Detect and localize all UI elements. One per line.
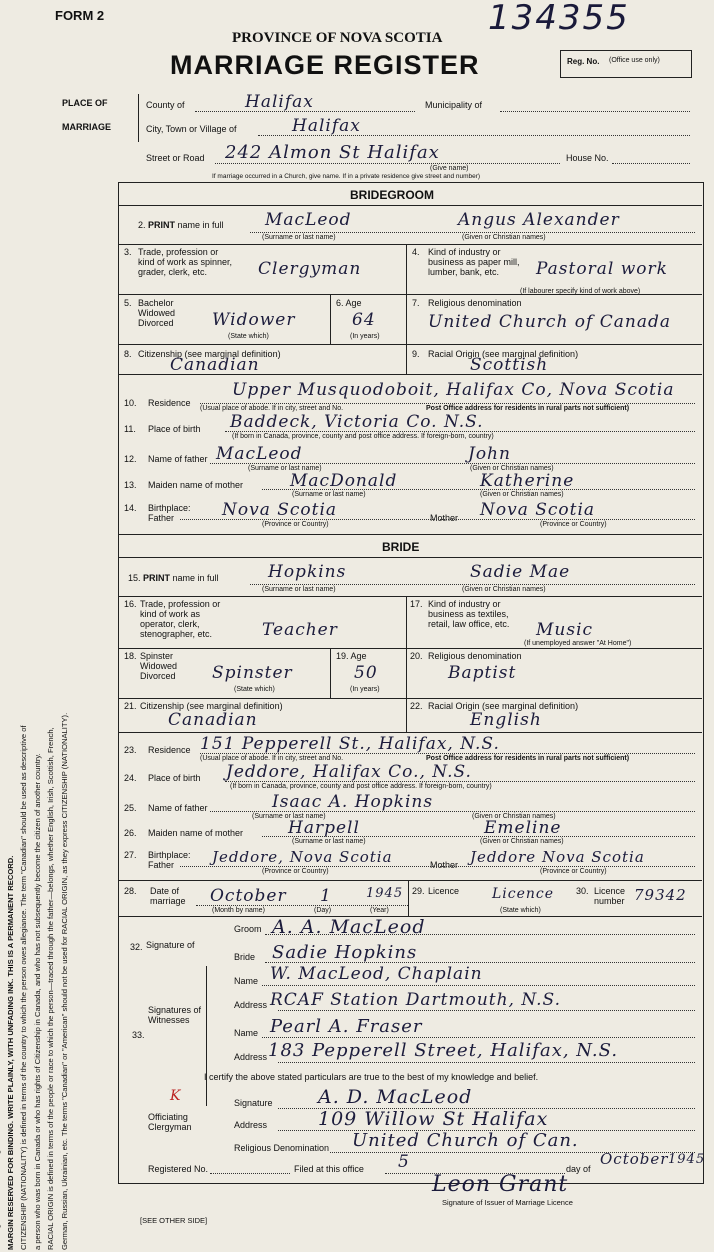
groom-age: 64 <box>352 310 376 330</box>
clergy-address: 109 Willow St Halifax <box>318 1108 549 1130</box>
bride-status-label: Spinster Widowed Divorced <box>140 651 178 681</box>
groom-status-label: Bachelor Widowed Divorced <box>138 298 176 328</box>
groom-industry-label: Kind of industry or business as paper mill, lumber, bank, etc. <box>428 247 520 277</box>
groom-father-label: Name of father <box>148 454 208 464</box>
bride-citizenship: Canadian <box>168 710 258 730</box>
groom-birth-label: Place of birth <box>148 424 201 434</box>
filed-year: 1945 <box>668 1152 706 1167</box>
bride-surname: Hopkins <box>268 562 347 582</box>
groom-racial: Scottish <box>470 355 549 375</box>
bride-signature: Sadie Hopkins <box>272 942 418 963</box>
side-line-6: German, Russian, Ukrainian, etc. The terms "Canadian" or "American" should not be used for RACIAL ORIGIN, as they express CITIZENSHIP (NATIONALITY). <box>59 712 69 1250</box>
groom-father-surname: MacLeod <box>216 444 303 464</box>
give-name-caption: (Give name) <box>430 165 469 172</box>
reg-no-box <box>560 50 692 78</box>
bride-religion-label: Religious denomination <box>428 651 522 661</box>
groom-mother-given: Katherine <box>480 471 575 491</box>
county-value: Halifax <box>245 92 314 112</box>
groom-mother-surname: MacDonald <box>290 471 398 491</box>
house-label: House No. <box>566 153 609 163</box>
groom-print-label: 2. PRINT name in full <box>138 220 224 230</box>
bride-trade: Teacher <box>262 620 338 640</box>
reg-no-label: Reg. No. <box>567 57 600 66</box>
groom-father-given: John <box>468 444 511 464</box>
certify-statement: I certify the above stated particulars are true to the best of my knowledge and belief. <box>204 1072 539 1082</box>
groom-signature: A. A. MacLeod <box>272 916 426 938</box>
bride-racial: English <box>470 710 542 730</box>
filed-day: 5 <box>398 1152 410 1172</box>
witnesses-label: Signatures of Witnesses <box>148 1005 202 1025</box>
street-value: 242 Almon St Halifax <box>225 142 440 163</box>
filed-month: October <box>600 1150 669 1168</box>
groom-bp-father: Nova Scotia <box>222 500 338 520</box>
sig-of-label: Signature of <box>146 940 195 950</box>
bride-industry: Music <box>536 620 594 640</box>
bride-bp-label: Birthplace: <box>148 850 191 860</box>
groom-given: Angus Alexander <box>458 210 620 230</box>
clergy-label: Officiating Clergyman <box>148 1112 192 1132</box>
bride-religion: Baptist <box>448 663 517 683</box>
bride-status: Spinster <box>212 663 293 683</box>
bride-mother-given: Emeline <box>484 818 562 838</box>
bride-birth: Jeddore, Halifax Co., N.S. <box>226 762 472 782</box>
clergy-signature: A. D. MacLeod <box>318 1086 473 1108</box>
groom-status: Widower <box>212 310 296 330</box>
date-label: Date of marriage <box>150 886 186 906</box>
groom-residence-label: Residence <box>148 398 191 408</box>
bride-print-label: 15. PRINT name in full <box>128 573 219 583</box>
side-margin-text <box>0 90 90 1250</box>
clergy-religion: United Church of Can. <box>352 1130 579 1151</box>
witness1-address: RCAF Station Dartmouth, N.S. <box>270 990 562 1010</box>
filed-label: Filed at this office <box>294 1164 364 1174</box>
groom-citizen-label: Citizenship (see marginal definition) <box>138 349 281 359</box>
side-line-2: MARGIN RESERVED FOR BINDING. WRITE PLAINLY, WITH UNFADING INK. THIS IS A PERMANENT RECORD. <box>5 855 15 1250</box>
groom-racial-label: Racial Origin (see marginal definition) <box>428 349 579 359</box>
place-of-label: PLACE OF <box>62 98 108 108</box>
licence-type: Licence <box>492 886 555 902</box>
bride-heading: BRIDE <box>382 540 420 554</box>
reg-no-note: (Office use only) <box>609 57 660 64</box>
county-label: County of <box>146 100 185 110</box>
page-title: MARRIAGE REGISTER <box>170 50 480 80</box>
licence-label: Licence <box>428 886 460 896</box>
form-label: FORM 2 <box>55 8 105 23</box>
groom-surname: MacLeod <box>265 210 352 230</box>
groom-industry: Pastoral work <box>536 259 668 279</box>
groom-given-caption: (Given or Christian names) <box>462 234 546 241</box>
groom-citizenship: Canadian <box>170 355 260 375</box>
side-line-4: a person who was born in Canada or who has rights of Citizenship in Canada, and who has not subsequently become the citizen of another country. <box>32 753 42 1250</box>
city-label: City, Town or Village of <box>146 124 237 134</box>
witness2-address: 183 Pepperell Street, Halifax, N.S. <box>268 1040 619 1061</box>
city-value: Halifax <box>292 116 361 136</box>
bride-mother-label: Maiden name of mother <box>148 828 244 838</box>
groom-religion: United Church of Canada <box>428 312 671 332</box>
bride-father: Isaac A. Hopkins <box>272 792 434 812</box>
issuer-caption: Signature of Issuer of Marriage Licence <box>442 1198 573 1207</box>
bride-trade-label: Trade, profession or kind of work as operator, clerk, stenographer, etc. <box>140 599 221 639</box>
province-heading: PROVINCE OF NOVA SCOTIA <box>232 30 443 46</box>
groom-birth: Baddeck, Victoria Co. N.S. <box>230 412 484 432</box>
church-note: If marriage occurred in a Church, give name. If in a private residence give street and number) <box>212 173 481 180</box>
bride-mother-surname: Harpell <box>288 818 360 838</box>
bride-residence: 151 Pepperell St., Halifax, N.S. <box>200 734 500 754</box>
groom-heading: BRIDEGROOM <box>350 188 434 202</box>
stamp-number: 134355 <box>488 0 630 38</box>
municipality-label: Municipality of <box>425 100 483 110</box>
side-line-5: RACIAL ORIGIN is defined in terms of the people or race to which the person—traced through the father—belongs, whether English, Irish, Scottish, French, <box>46 727 55 1250</box>
bride-citizen-label: Citizenship (see marginal definition) <box>140 701 283 711</box>
groom-mother-label: Maiden name of mother <box>148 480 244 490</box>
bride-industry-label: Kind of industry or business as textiles, retail, law office, etc. <box>428 599 510 629</box>
groom-age-label: 6. Age <box>336 298 362 308</box>
groom-trade: Clergyman <box>258 259 362 279</box>
licence-number: 79342 <box>634 886 687 904</box>
bride-bp-father: Jeddore, Nova Scotia <box>212 848 393 866</box>
witness2-name: Pearl A. Fraser <box>270 1016 423 1037</box>
bride-father-label: Name of father <box>148 803 208 813</box>
bride-bp-mother: Jeddore Nova Scotia <box>470 848 645 866</box>
bride-birth-label: Place of birth <box>148 773 201 783</box>
bride-age: 50 <box>354 663 378 683</box>
bride-racial-label: Racial Origin (see marginal definition) <box>428 701 579 711</box>
marriage-month: October <box>210 886 287 906</box>
red-mark: K <box>170 1088 181 1104</box>
marriage-label: MARRIAGE <box>62 122 111 132</box>
see-other-side: [SEE OTHER SIDE] <box>140 1216 208 1225</box>
groom-trade-label: Trade, profession or kind of work as spinner, grader, clerk, etc. <box>138 247 233 277</box>
issuer-signature: Leon Grant <box>432 1172 569 1197</box>
brace <box>138 94 139 142</box>
labourer-note: (If labourer specify kind of work above) <box>520 288 641 295</box>
witness1-name: W. MacLeod, Chaplain <box>270 964 483 984</box>
bride-given: Sadie Mae <box>470 562 571 582</box>
groom-bp-mother: Nova Scotia <box>480 500 596 520</box>
registered-label: Registered No. <box>148 1164 209 1174</box>
bride-residence-label: Residence <box>148 745 191 755</box>
marriage-day: 1 <box>320 886 332 906</box>
marriage-year: 1945 <box>366 886 404 901</box>
street-label: Street or Road <box>146 153 205 163</box>
groom-residence: Upper Musquodoboit, Halifax Co, Nova Scotia <box>232 380 675 400</box>
side-line-3: CITIZENSHIP (NATIONALITY) is defined in terms of the country to which the person owes allegiance. The term "Canadian" should be used as descriptive of <box>19 725 28 1250</box>
bride-age-label: 19. Age <box>336 651 367 661</box>
groom-religion-label: Religious denomination <box>428 298 522 308</box>
licence-number-label: Licence number <box>594 886 626 906</box>
groom-surname-caption: (Surname or last name) <box>262 234 336 241</box>
groom-bp-label: Birthplace: <box>148 503 191 513</box>
